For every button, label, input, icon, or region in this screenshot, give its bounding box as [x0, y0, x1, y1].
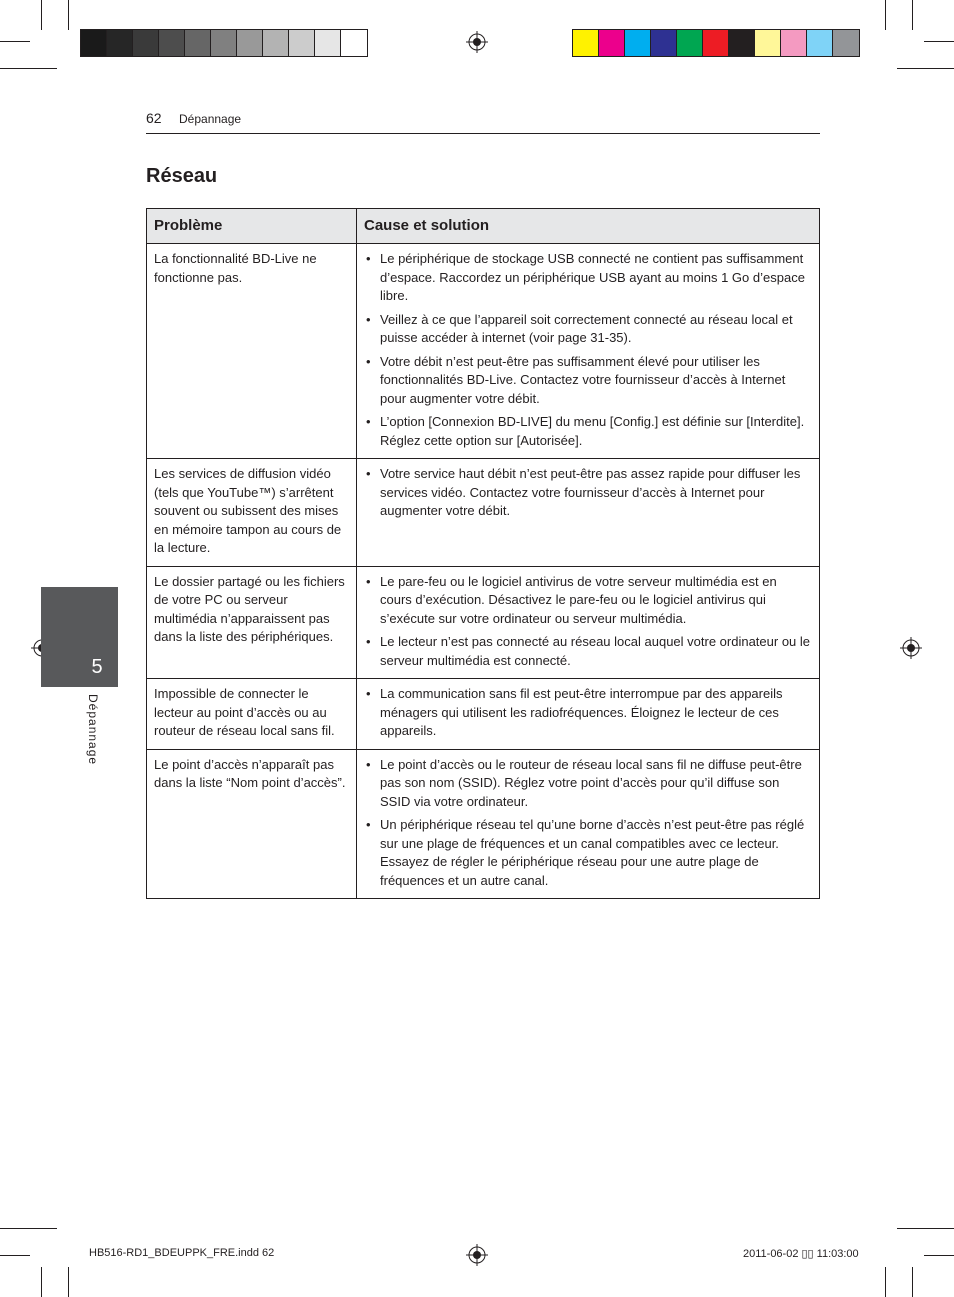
crop-mark [0, 1255, 30, 1256]
crop-mark [68, 0, 69, 30]
table-row [147, 566, 820, 679]
crop-mark [897, 68, 954, 69]
color-swatch [185, 30, 211, 56]
solution-list [364, 685, 812, 741]
color-swatch [625, 30, 651, 56]
solution-list [364, 573, 812, 671]
table-header-row [147, 209, 820, 244]
color-swatch [133, 30, 159, 56]
list-item: • Le point d’accès ou le routeur de réseau local sans fil ne diffuse peut-être pas son nom (SSID). Réglez votre point d’accès pour qu’il diffuse son SSID via votre ordinateur. [380, 756, 812, 812]
registration-mark-icon [466, 31, 488, 53]
column-header-solution: Cause et solution [357, 209, 820, 244]
color-swatch [703, 30, 729, 56]
problem-cell: Les services de diffusion vidéo (tels que YouTube™) s’arrêtent souvent ou subissent des mises en mémoire tampon au cours de la lecture. [147, 459, 357, 567]
problem-cell: Le dossier partagé ou les fichiers de votre PC ou serveur multimédia n’apparaissent pas dans la liste des périphériques. [147, 566, 357, 679]
chapter-label: Dépannage [86, 694, 100, 766]
color-swatch [599, 30, 625, 56]
crop-mark [68, 1267, 69, 1297]
color-swatch [755, 30, 781, 56]
color-swatch [833, 30, 859, 56]
color-swatch [237, 30, 263, 56]
crop-mark [912, 1267, 913, 1297]
color-swatch [159, 30, 185, 56]
troubleshooting-table [146, 208, 820, 899]
color-bar [572, 29, 860, 57]
crop-mark [924, 41, 954, 42]
crop-mark [0, 41, 30, 42]
list-item: • Votre débit n’est peut-être pas suffisamment élevé pour utiliser les fonctionnalités BD-Live. Contactez votre fournisseur d’accès à Internet pour augmenter votre débit. [380, 353, 812, 409]
chapter-number: 5 [91, 656, 103, 678]
crop-mark [0, 68, 57, 69]
problem-cell: Impossible de connecter le lecteur au point d’accès ou au routeur de réseau local sans fil. [147, 679, 357, 750]
list-item: • Le pare-feu ou le logiciel antivirus de votre serveur multimédia est en cours d’exécution. Désactivez le pare-feu ou le logiciel antivirus qui s’exécute sur votre ordinateur ou serveur multimédia. [380, 573, 812, 629]
color-swatch [263, 30, 289, 56]
crop-mark [41, 1267, 42, 1297]
crop-mark [897, 1228, 954, 1229]
solution-list [364, 465, 812, 521]
color-swatch [315, 30, 341, 56]
page-title: Réseau [146, 165, 218, 187]
crop-mark [885, 1267, 886, 1297]
list-item: • Votre service haut débit n’est peut-être pas assez rapide pour diffuser les services vidéo. Contactez votre fournisseur d’accès à Internet pour augmenter votre débit. [380, 465, 812, 521]
crop-mark [924, 1255, 954, 1256]
list-item: • La communication sans fil est peut-être interrompue par des appareils ménagers qui utilisent les radiofréquences. Éloignez le lecteur de ces appareils. [380, 685, 812, 741]
table-row [147, 749, 820, 899]
list-item: • Un périphérique réseau tel qu’une borne d’accès n’est peut-être pas réglé sur une plage de fréquences et un canal compatibles avec ce lecteur. Essayez de régler le périphérique réseau pour une autre plage de fréquences et un autre canal. [380, 816, 812, 890]
print-timestamp: 2011-06-02 ▯▯ 11:03:00 [743, 1248, 859, 1260]
color-swatch [211, 30, 237, 56]
crop-mark [41, 0, 42, 30]
solution-cell [357, 566, 820, 679]
list-item: • L’option [Connexion BD-LIVE] du menu [Config.] est définie sur [Interdite]. Réglez cette option sur [Autorisée]. [380, 413, 812, 450]
table-body [147, 244, 820, 899]
crop-mark [0, 1228, 57, 1229]
solution-cell [357, 459, 820, 567]
problem-cell: Le point d’accès n’apparaît pas dans la liste “Nom point d’accès”. [147, 749, 357, 899]
table-row [147, 459, 820, 567]
file-slug: HB516-RD1_BDEUPPK_FRE.indd 62 [89, 1247, 275, 1259]
color-swatch [81, 30, 107, 56]
column-header-problem: Problème [147, 209, 357, 244]
solution-list [364, 250, 812, 450]
color-swatch [341, 30, 367, 56]
list-item: • Veillez à ce que l’appareil soit correctement connecté au réseau local et puisse accéder à internet (voir page 31-35). [380, 311, 812, 348]
problem-cell: La fonctionnalité BD-Live ne fonctionne pas. [147, 244, 357, 459]
list-item: • Le lecteur n’est pas connecté au réseau local auquel votre ordinateur ou le serveur multimédia est connecté. [380, 633, 812, 670]
color-swatch [781, 30, 807, 56]
crop-mark [885, 0, 886, 30]
solution-cell [357, 244, 820, 459]
crop-mark [912, 0, 913, 30]
section-name: Dépannage [179, 112, 242, 126]
color-swatch [729, 30, 755, 56]
list-item: • Le périphérique de stockage USB connecté ne contient pas suffisamment d’espace. Raccordez un périphérique USB ayant au moins 1 Go d’espace libre. [380, 250, 812, 306]
grayscale-bar [80, 29, 368, 57]
color-swatch [289, 30, 315, 56]
registration-mark-icon [466, 1244, 488, 1266]
color-swatch [651, 30, 677, 56]
table-row [147, 679, 820, 750]
registration-mark-icon [900, 637, 922, 659]
color-swatch [107, 30, 133, 56]
header-rule [146, 133, 820, 134]
color-swatch [807, 30, 833, 56]
solution-list [364, 756, 812, 891]
solution-cell [357, 679, 820, 750]
table-row [147, 244, 820, 459]
color-swatch [677, 30, 703, 56]
color-swatch [573, 30, 599, 56]
page-number: 62 [146, 110, 162, 126]
solution-cell [357, 749, 820, 899]
